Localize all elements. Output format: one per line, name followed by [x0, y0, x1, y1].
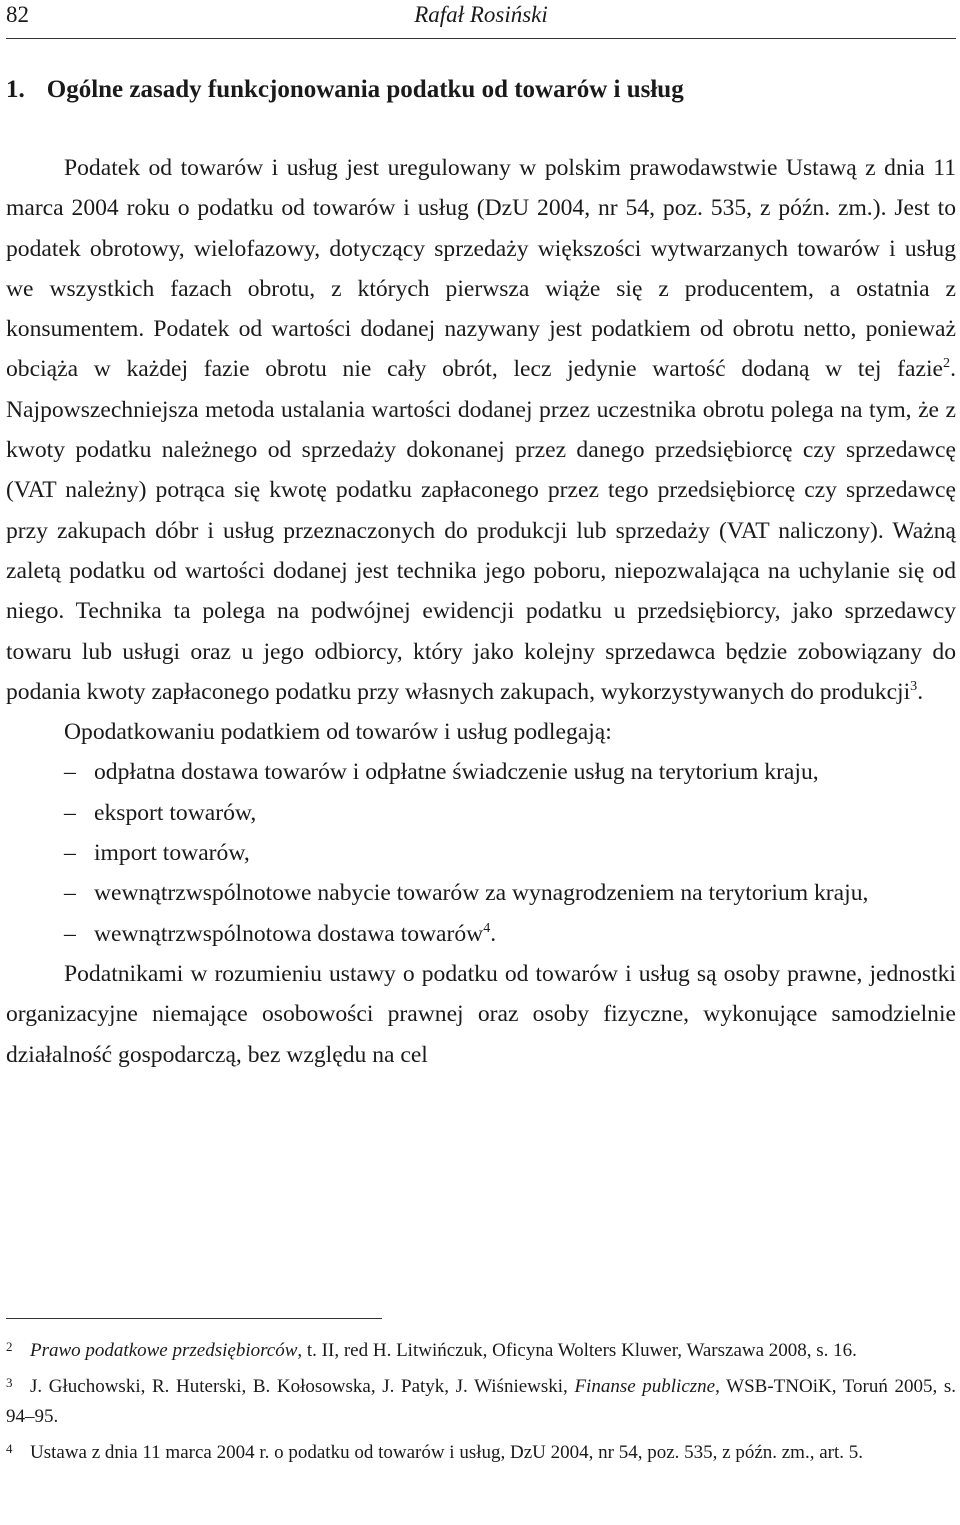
footnote-reference: 4 [483, 919, 491, 936]
list-item-text: . [490, 920, 497, 947]
list-item-text: import towarów, [94, 840, 250, 867]
list-item [6, 833, 956, 873]
dash-bullet: – [64, 880, 76, 907]
taxable-activities-list [6, 752, 956, 953]
footnote-text: , WSB-TNOiK, Toruń 2005, s. 94–95. [6, 1376, 956, 1427]
section-title-text: Ogólne zasady funkcjonowania podatku od towarów i usług [46, 76, 684, 103]
dash-bullet: – [64, 799, 76, 826]
dash-bullet: – [64, 840, 76, 867]
page-header [6, 0, 956, 39]
footnote-authors: J. Głuchowski, R. Huterski, B. Kołosowska, J. Patyk, J. Wiśniewski, [30, 1376, 575, 1397]
running-head-author: Rafał Rosiński [414, 2, 548, 27]
list-item-text: odpłatna dostawa towarów i odpłatne świadczenie usług na terytorium kraju, [94, 759, 819, 786]
section-number: 1. [6, 76, 25, 103]
page-number: 82 [6, 2, 29, 27]
list-item [6, 914, 956, 954]
footnote-title: Prawo podatkowe przedsiębiorców [30, 1340, 298, 1361]
section-title [6, 74, 956, 106]
footnote-3: 3 J. Głuchowski, R. Huterski, B. Kołosowska, J. Patyk, J. Wiśniewski, Finanse publiczne, WSB-TNOiK, Toruń 2005, s. 94–95. [6, 1375, 956, 1427]
dash-bullet: – [64, 759, 76, 786]
footnote-title: Finanse publiczne [574, 1376, 716, 1397]
footnote-reference: 3 [910, 678, 918, 694]
paragraph-text: Podatek od towarów i usług jest uregulowany w polskim prawodawstwie Ustawą z dnia 11 marca 2004 roku o podatku od towarów i usług (DzU 2004, nr 54, poz. 535, z późn. zm.). Jest to podatek obrotowy, wielofazowy, dotyczący sprzedaży większości wytwarzanych towarów i usług we wszystkich fazach obrotu, z których pierwsza wiąże się z producentem, a ostatnia z konsumentem. Podatek od wartości dodanej nazywany jest podatkiem od obrotu netto, ponieważ obciąża w każdej fazie obrotu nie cały obrót, lecz jedynie wartość dodaną w tej fazie [6, 155, 956, 383]
paragraph-text: . Najpowszechniejsza metoda ustalania wartości dodanej przez uczestnika obrotu polega na tym, że z kwoty podatku należnego od sprzedaży dokonanej przez danego przedsiębiorcę czy sprzedawcę (VAT należny) potrąca się kwotę podatku zapłaconego przez tego przedsiębiorcę czy sprzedawcę przy zakupach dóbr i usług przeznaczonych do produkcji lub sprzedaży (VAT naliczony). Ważną zaletą podatku od wartości dodanej jest technika jego poboru, niepozwalająca na uchylanie się od niego. Technika ta polega na podwójnej ewidencji podatku u przedsiębiorcy, jako sprzedawcy towaru lub usługi oraz u jego odbiorcy, który jako kolejny sprzedawca będzie zobowiązany do podania kwoty zapłaconego podatku przy własnych zakupach, wykorzystywanych do produkcji [6, 356, 956, 705]
footnote-4: 4 Ustawa z dnia 11 marca 2004 r. o podatku od towarów i usług, DzU 2004, nr 54, poz. 535, z późn. zm., art. 5. [6, 1441, 864, 1463]
list-item-text: wewnątrzwspólnotowa dostawa towarów [94, 920, 484, 947]
list-item [6, 752, 956, 792]
footnote-2: 2 Prawo podatkowe przedsiębiorców, t. II, red H. Litwińczuk, Oficyna Wolters Kluwer, Warszawa 2008, s. 16. [6, 1339, 857, 1361]
footnote-text: , t. II, red H. Litwińczuk, Oficyna Wolters Kluwer, Warszawa 2008, s. 16. [297, 1340, 857, 1361]
list-item [6, 873, 956, 913]
paragraph-vat-overview [6, 148, 956, 712]
list-item-text: eksport towarów, [94, 799, 257, 826]
dash-bullet: – [64, 920, 76, 947]
body-text [6, 148, 956, 1075]
paragraph-taxable-activities: Opodatkowaniu podatkiem od towarów i usług podlegają: [64, 719, 612, 746]
footnote-divider [6, 1318, 382, 1319]
paragraph-text: . [917, 678, 924, 705]
list-item-text: wewnątrzwspólnotowe nabycie towarów za wynagrodzeniem na terytorium kraju, [94, 880, 869, 907]
footnote-text: Ustawa z dnia 11 marca 2004 r. o podatku od towarów i usług, DzU 2004, nr 54, poz. 535, z późn. zm., art. 5. [30, 1442, 864, 1463]
footnotes [6, 1336, 956, 1474]
paragraph-taxpayers: Podatnikami w rozumieniu ustawy o podatku od towarów i usług są osoby prawne, jednostki organizacyjne niemające osobowości prawnej oraz osoby fizyczne, wykonujące samodzielnie działalność gospodarczą, bez względu na cel [6, 960, 956, 1068]
footnote-reference: 2 [943, 355, 951, 372]
list-item [6, 793, 956, 833]
